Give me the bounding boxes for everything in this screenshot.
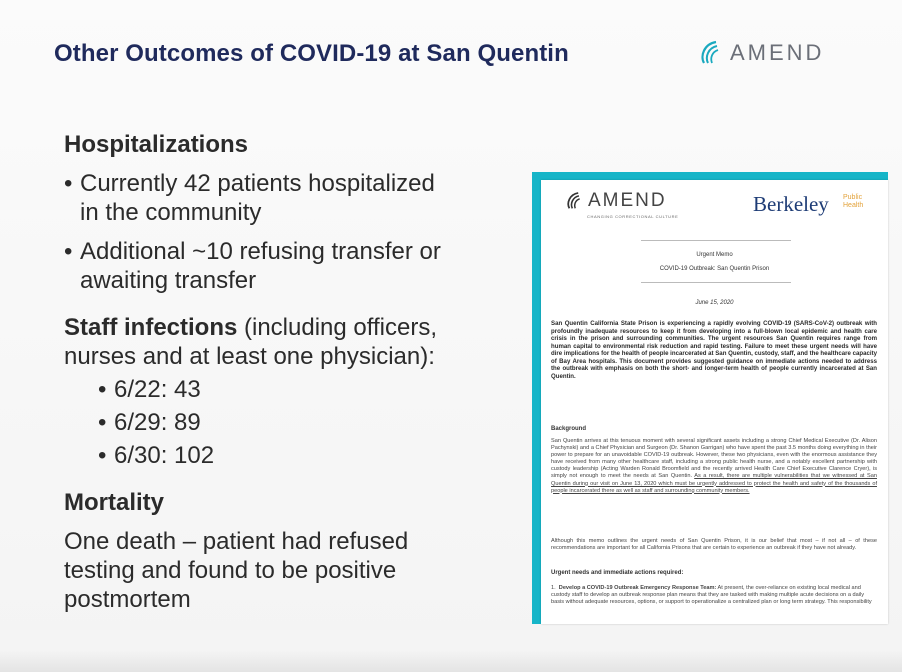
- memo-background-heading: Background: [551, 426, 587, 432]
- mortality-line-1: One death – patient had refused: [64, 528, 409, 555]
- memo-berkeley-logo: Berkeley: [753, 192, 829, 216]
- mortality-heading: Mortality: [64, 489, 165, 516]
- hosp-bullet-1-line-1: Currently 42 patients hospitalized: [80, 170, 435, 197]
- memo-amend-text: AMEND: [588, 190, 667, 211]
- bottom-strip: [0, 650, 902, 672]
- hosp-bullet-2: • Additional ~10 refusing transfer or awaiting transfer: [64, 238, 441, 294]
- memo-document: [541, 180, 888, 624]
- memo-date: June 15, 2020: [695, 300, 734, 306]
- memo-background-underlined: As a result, there are multiple vulnerabilities that we witnessed at San Quentin during our visit on June 13, 2020 which must be urgently addressed to protect the health and safety of the thousands of people incarcerated there as well as staff and surrounding community members.: [551, 473, 877, 494]
- memo-amend-subtitle: CHANGING CORRECTIONAL CULTURE: [587, 214, 679, 219]
- mortality-text: [64, 527, 524, 614]
- hospitalizations-heading: Hospitalizations: [64, 131, 249, 158]
- memo-list-item-1: 1. Develop a COVID-19 Outbreak Emergency Response Team: At present, the over-reliance on existing local medical and custody staff to develop an outbreak response plan means that they are tasked with making multiple acute decisions on a daily basis without adequate resources, options, or support to operationalize a centralized plan or long term strategy. This responsibility: [551, 585, 872, 606]
- hosp-bullet-2-line-2: awaiting transfer: [80, 267, 257, 294]
- slide-content: [64, 130, 524, 614]
- hosp-bullet-1: • Currently 42 patients hospitalized in the community: [64, 170, 435, 226]
- hosp-bullet-2-line-1: Additional ~10 refusing transfer or: [80, 238, 441, 265]
- memo-public-health: Public Health: [843, 194, 864, 209]
- memo-logos: [565, 190, 875, 226]
- staff-count-3: • 6/30: 102: [98, 442, 215, 469]
- staff-heading: [64, 313, 524, 371]
- memo-summary: San Quentin California State Prison is experiencing a rapidly evolving COVID-19 (SARS-CoV-2) outbreak with profoundly inadequate resources to keep it from developing into a full-blown local epidemic and health care crisis in the prison and surrounding communities. The urgent resources San Quentin requires range from human capital to environmental risk reduction and rapid testing. Failure to meet these urgent needs will have dire implications for the health of people incarcerated at San Quentin, custody, staff, and the healthcare capacity of Bay Area hospitals. This document provides suggested guidance on immediate actions needed to address the outbreak with emphasis on both the short- and longer-term health of people currently incarcerated at San Quentin.: [551, 320, 877, 380]
- amend-logo-text: AMEND: [730, 40, 825, 65]
- memo-needs-heading: Urgent needs and immediate actions required:: [551, 570, 684, 576]
- memo-label: Urgent Memo: [696, 252, 733, 258]
- amend-logo: [698, 38, 824, 68]
- memo-scope-para: Although this memo outlines the urgent needs of San Quentin Prison, it is our belief that most – if not all – of these recommendations are important for all California Prisons that are certain to experience an outbreak if they have not already.: [551, 538, 877, 552]
- memo-title: COVID-19 Outbreak: San Quentin Prison: [659, 266, 770, 272]
- staff-count-2: • 6/29: 89: [98, 409, 201, 436]
- hosp-bullet-1-line-2: in the community: [80, 199, 262, 226]
- memo-background-para: San Quentin arrives at this tenuous moment with several significant assets including a strong Chief Medical Executive (Dr. Alison Pachynski) and a Chief Physician and Surgeon (Dr. Shanon Garrigan) who have spent the past 3.5 months doing everything in their power to prepare for an unavoidable COVID-19 outbreak. However, these two physicians, even with the enormous assistance they have received from many other healthcare staff, including a strong public health nurse, and a notably excellent partnership with custody leadership (Acting Warden Ronald Broomfield and the recently arrived Health Care Chief Executive Clarence Cryer), is simply not enough to meet the needs at San Quentin. As a result, there are multiple vulnerabilities that we witnessed at San Quentin during our visit on June 13, 2020 which must be urgently addressed to protect the health and safety of the thousands of people incarcerated there as well as staff and surrounding community members.: [551, 438, 877, 494]
- memo-divider-2: [641, 282, 791, 283]
- staff-heading-rest: (including officers,: [237, 314, 437, 341]
- staff-heading-line-2: nurses and at least one physician):: [64, 343, 435, 370]
- memo-amend-wave-icon: [565, 190, 587, 212]
- memo-amend-logo: [565, 190, 667, 212]
- amend-wave-icon: [698, 38, 728, 68]
- staff-heading-bold: Staff infections: [64, 314, 238, 341]
- memo-divider-1: [641, 240, 791, 241]
- slide-title: Other Outcomes of COVID-19 at San Quentin: [54, 40, 569, 67]
- mortality-line-3: postmortem: [64, 586, 191, 613]
- mortality-line-2: testing and found to be positive: [64, 557, 397, 584]
- staff-count-1: • 6/22: 43: [98, 376, 201, 403]
